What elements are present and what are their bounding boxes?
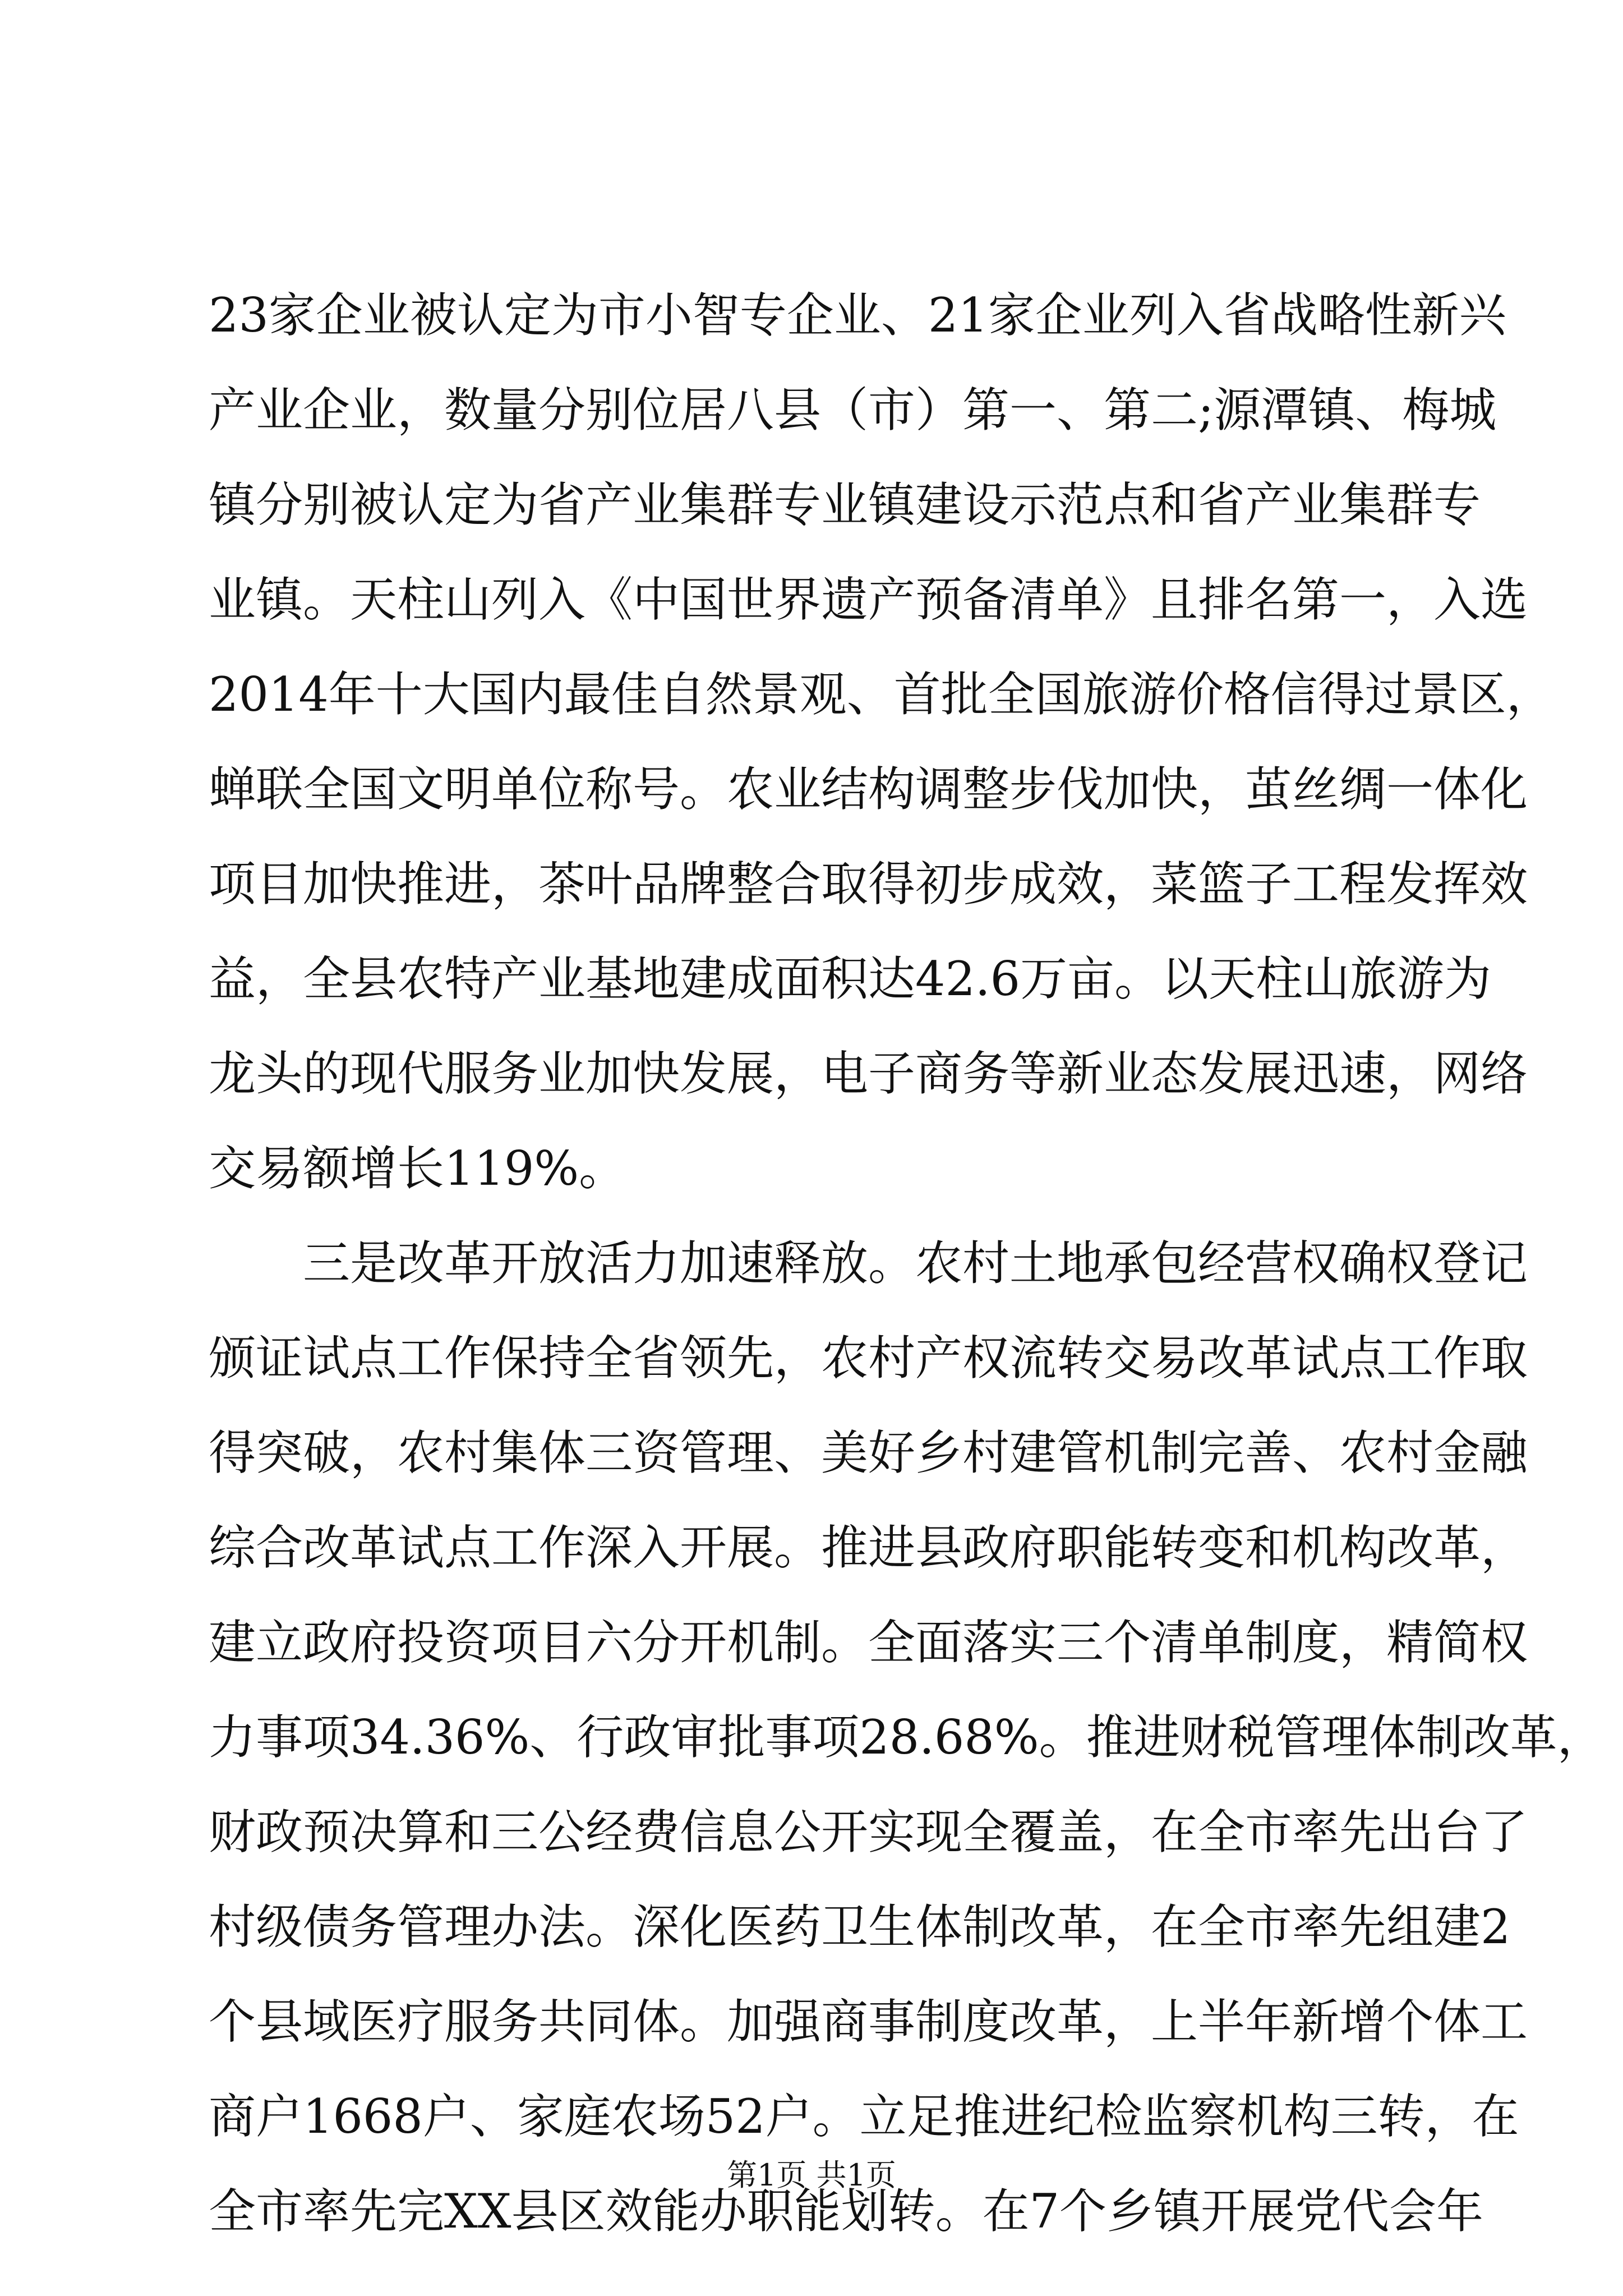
text-line: 23家企业被认定为市小智专企业、21家企业列入省战略性新兴: [209, 288, 1506, 343]
text-line: 产业企业，数量分别位居八县（市）第一、第二;源潭镇、梅城: [209, 383, 1497, 438]
text-line: 业镇。天柱山列入《中国世界遗产预备清单》且排名第一，入选: [209, 572, 1528, 627]
text-line: 得突破，农村集体三资管理、美好乡村建管机制完善、农村金融: [209, 1425, 1528, 1480]
text-line: 益，全县农特产业基地建成面积达42.6万亩。以天柱山旅游为: [209, 951, 1492, 1006]
text-line: 蝉联全国文明单位称号。农业结构调整步伐加快，茧丝绸一体化: [209, 762, 1528, 817]
document-body: [209, 268, 1604, 2259]
text-line: 力事项34.36%、行政审批事项28.68%。推进财税管理体制改革，: [209, 1710, 1604, 1765]
text-line: 龙头的现代服务业加快发展，电子商务等新业态发展迅速，网络: [209, 1046, 1528, 1101]
page-footer: 第1页 共1页: [727, 2157, 896, 2193]
text-line: 项目加快推进，茶叶品牌整合取得初步成效，菜篮子工程发挥效: [209, 857, 1528, 912]
text-line: 商户1668户、家庭农场52户。立足推进纪检监察机构三转，在: [209, 2089, 1519, 2144]
text-line: 颁证试点工作保持全省领先，农村产权流转交易改革试点工作取: [209, 1331, 1528, 1386]
text-line: 个县域医疗服务共同体。加强商事制度改革，上半年新增个体工: [209, 1994, 1528, 2049]
text-line: 交易额增长119%。: [209, 1141, 626, 1196]
text-line: 村级债务管理办法。深化医药卫生体制改革，在全市率先组建2: [209, 1899, 1511, 1954]
text-line: 综合改革试点工作深入开展。推进县政府职能转变和机构改革，: [209, 1520, 1528, 1575]
text-line: 建立政府投资项目六分开机制。全面落实三个清单制度，精简权: [209, 1615, 1528, 1670]
paragraph-start-line: 三是改革开放活力加速释放。农村土地承包经营权确权登记: [303, 1236, 1528, 1291]
text-line: 财政预决算和三公经费信息公开实现全覆盖，在全市率先出台了: [209, 1805, 1528, 1860]
text-line: 2014年十大国内最佳自然景观、首批全国旅游价格信得过景区，: [209, 667, 1553, 722]
text-line: 全市率先完XX县区效能办职能划转。在7个乡镇开展党代会年: [209, 2184, 1484, 2239]
text-line: 镇分别被认定为省产业集群专业镇建设示范点和省产业集群专: [209, 477, 1481, 532]
